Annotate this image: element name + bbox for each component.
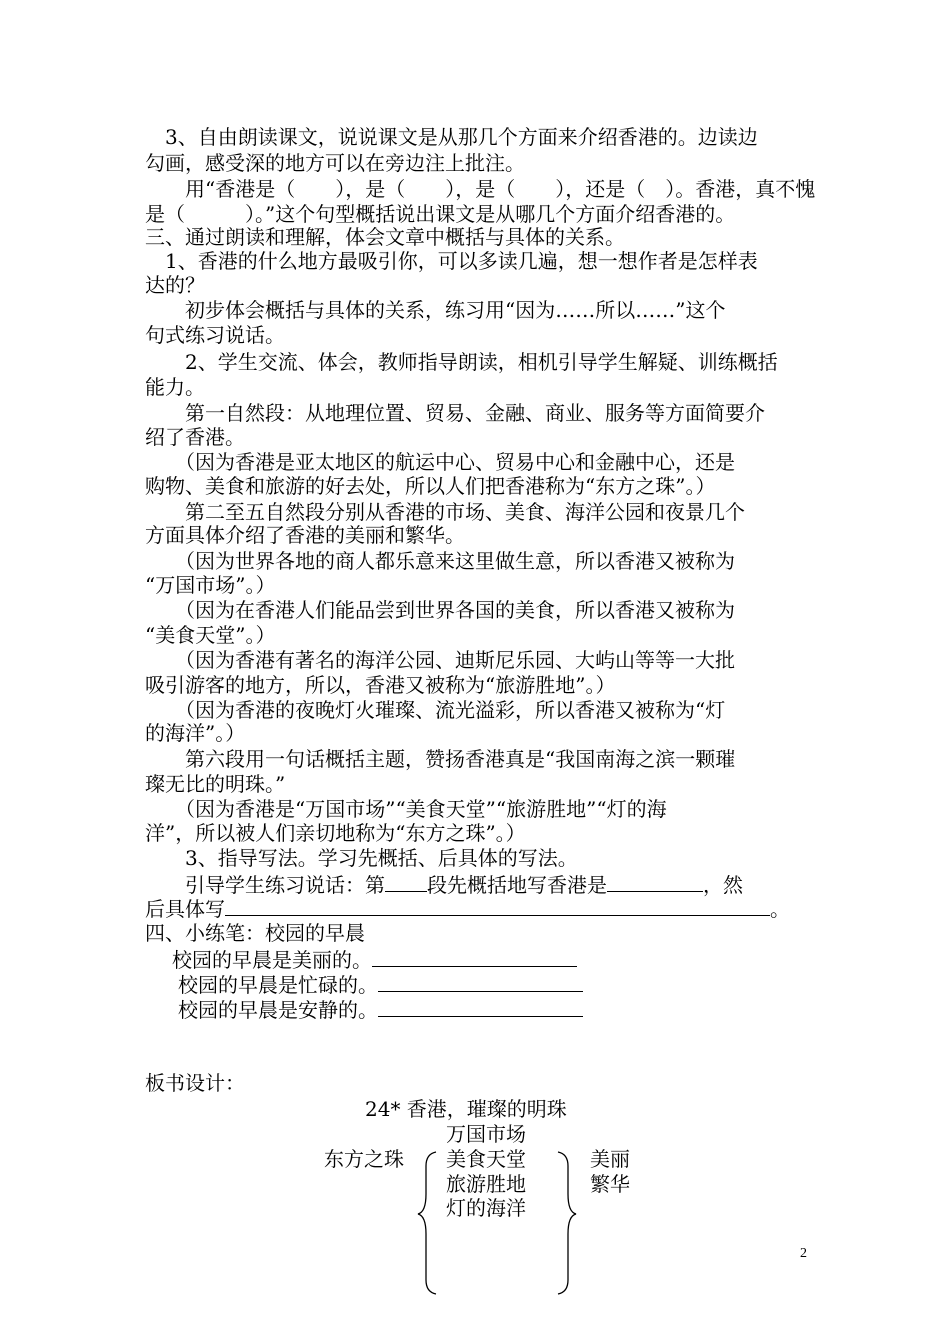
text-line: 能力。 bbox=[145, 375, 205, 399]
practice-text: 校园的早晨是美丽的。 bbox=[172, 948, 372, 972]
fill-text: 。 bbox=[770, 897, 790, 921]
section-heading: 三、通过朗读和理解，体会文章中概括与具体的关系。 bbox=[145, 225, 625, 249]
text-line: 1、香港的什么地方最吸引你，可以多读几遍，想一想作者是怎样表 bbox=[145, 249, 758, 273]
text-line: （因为香港的夜晚灯火璀璨、流光溢彩，所以香港又被称为“灯 bbox=[145, 698, 726, 722]
text-line: 第一自然段：从地理位置、贸易、金融、商业、服务等方面简要介 bbox=[145, 401, 765, 425]
right-brace-icon bbox=[558, 1152, 576, 1294]
board-left-label: 东方之珠 bbox=[324, 1147, 404, 1171]
page-number: 2 bbox=[800, 1246, 807, 1261]
text-line: 洋”，所以被人们亲切地称为“东方之珠”。） bbox=[145, 821, 526, 845]
fill-text: 后具体写 bbox=[145, 897, 225, 921]
text-line: （因为香港是亚太地区的航运中心、贸易中心和金融中心，还是 bbox=[145, 450, 735, 474]
text-line: 3、自由朗读课文，说说课文是从那几个方面来介绍香港的。边读边 bbox=[145, 125, 758, 149]
text-line: 第六段用一句话概括主题，赞扬香港真是“我国南海之滨一颗璀 bbox=[145, 747, 736, 771]
text-line: “万国市场”。） bbox=[145, 573, 276, 597]
board-right-label: 繁华 bbox=[590, 1172, 630, 1196]
section-heading: 四、小练笔：校园的早晨 bbox=[145, 921, 365, 945]
practice-text: 校园的早晨是安静的。 bbox=[178, 998, 378, 1022]
fill-text: 引导学生练习说话：第 bbox=[145, 873, 385, 897]
text-line: 购物、美食和旅游的好去处，所以人们把香港称为“东方之珠”。） bbox=[145, 474, 716, 498]
text-line: （因为香港是“万国市场”“美食天堂”“旅游胜地”“灯的海 bbox=[145, 797, 667, 821]
text-line: 吸引游客的地方，所以，香港又被称为“旅游胜地”。） bbox=[145, 673, 616, 697]
text-line: 勾画，感受深的地方可以在旁边注上批注。 bbox=[145, 151, 525, 175]
board-item: 万国市场 bbox=[446, 1122, 526, 1146]
text-line: “美食天堂”。） bbox=[145, 623, 276, 647]
text-line: 初步体会概括与具体的关系，练习用“因为……所以……”这个 bbox=[145, 298, 726, 322]
text-line: （因为世界各地的商人都乐意来这里做生意，所以香港又被称为 bbox=[145, 549, 735, 573]
text-line: 用“香港是（ ），是（ ），是（ ），还是（ ）。香港，真不愧 bbox=[145, 177, 816, 201]
board-item: 旅游胜地 bbox=[446, 1172, 526, 1196]
text-line: （因为香港有著名的海洋公园、迪斯尼乐园、大屿山等等一大批 bbox=[145, 648, 735, 672]
fill-text: ，然 bbox=[703, 873, 743, 897]
text-line: （因为在香港人们能品尝到世界各国的美食，所以香港又被称为 bbox=[145, 598, 735, 622]
text-line: 句式练习说话。 bbox=[145, 323, 285, 347]
text-line: 达的？ bbox=[145, 273, 205, 297]
text-line: 方面具体介绍了香港的美丽和繁华。 bbox=[145, 523, 465, 547]
text-line: 璨无比的明珠。” bbox=[145, 772, 286, 796]
board-item: 灯的海洋 bbox=[446, 1196, 526, 1220]
text-line: 3、指导写法。学习先概括、后具体的写法。 bbox=[145, 846, 578, 870]
text-line: 是（ ）。”这个句型概括说出课文是从哪几个方面介绍香港的。 bbox=[145, 202, 736, 226]
fill-text: 段先概括地写香港是 bbox=[427, 873, 607, 897]
text-line: 的海洋”。） bbox=[145, 721, 246, 745]
text-line: 第二至五自然段分别从香港的市场、美食、海洋公园和夜景几个 bbox=[145, 500, 745, 524]
board-design-label: 板书设计： bbox=[145, 1071, 245, 1095]
board-item: 美食天堂 bbox=[446, 1147, 526, 1171]
practice-text: 校园的早晨是忙碌的。 bbox=[178, 973, 378, 997]
board-title: 24* 香港，璀璨的明珠 bbox=[365, 1097, 567, 1121]
left-brace-icon bbox=[418, 1152, 436, 1294]
text-line: 绍了香港。 bbox=[145, 425, 245, 449]
board-right-label: 美丽 bbox=[590, 1147, 630, 1171]
text-line: 2、学生交流、体会，教师指导朗读，相机引导学生解疑、训练概括 bbox=[145, 350, 778, 374]
